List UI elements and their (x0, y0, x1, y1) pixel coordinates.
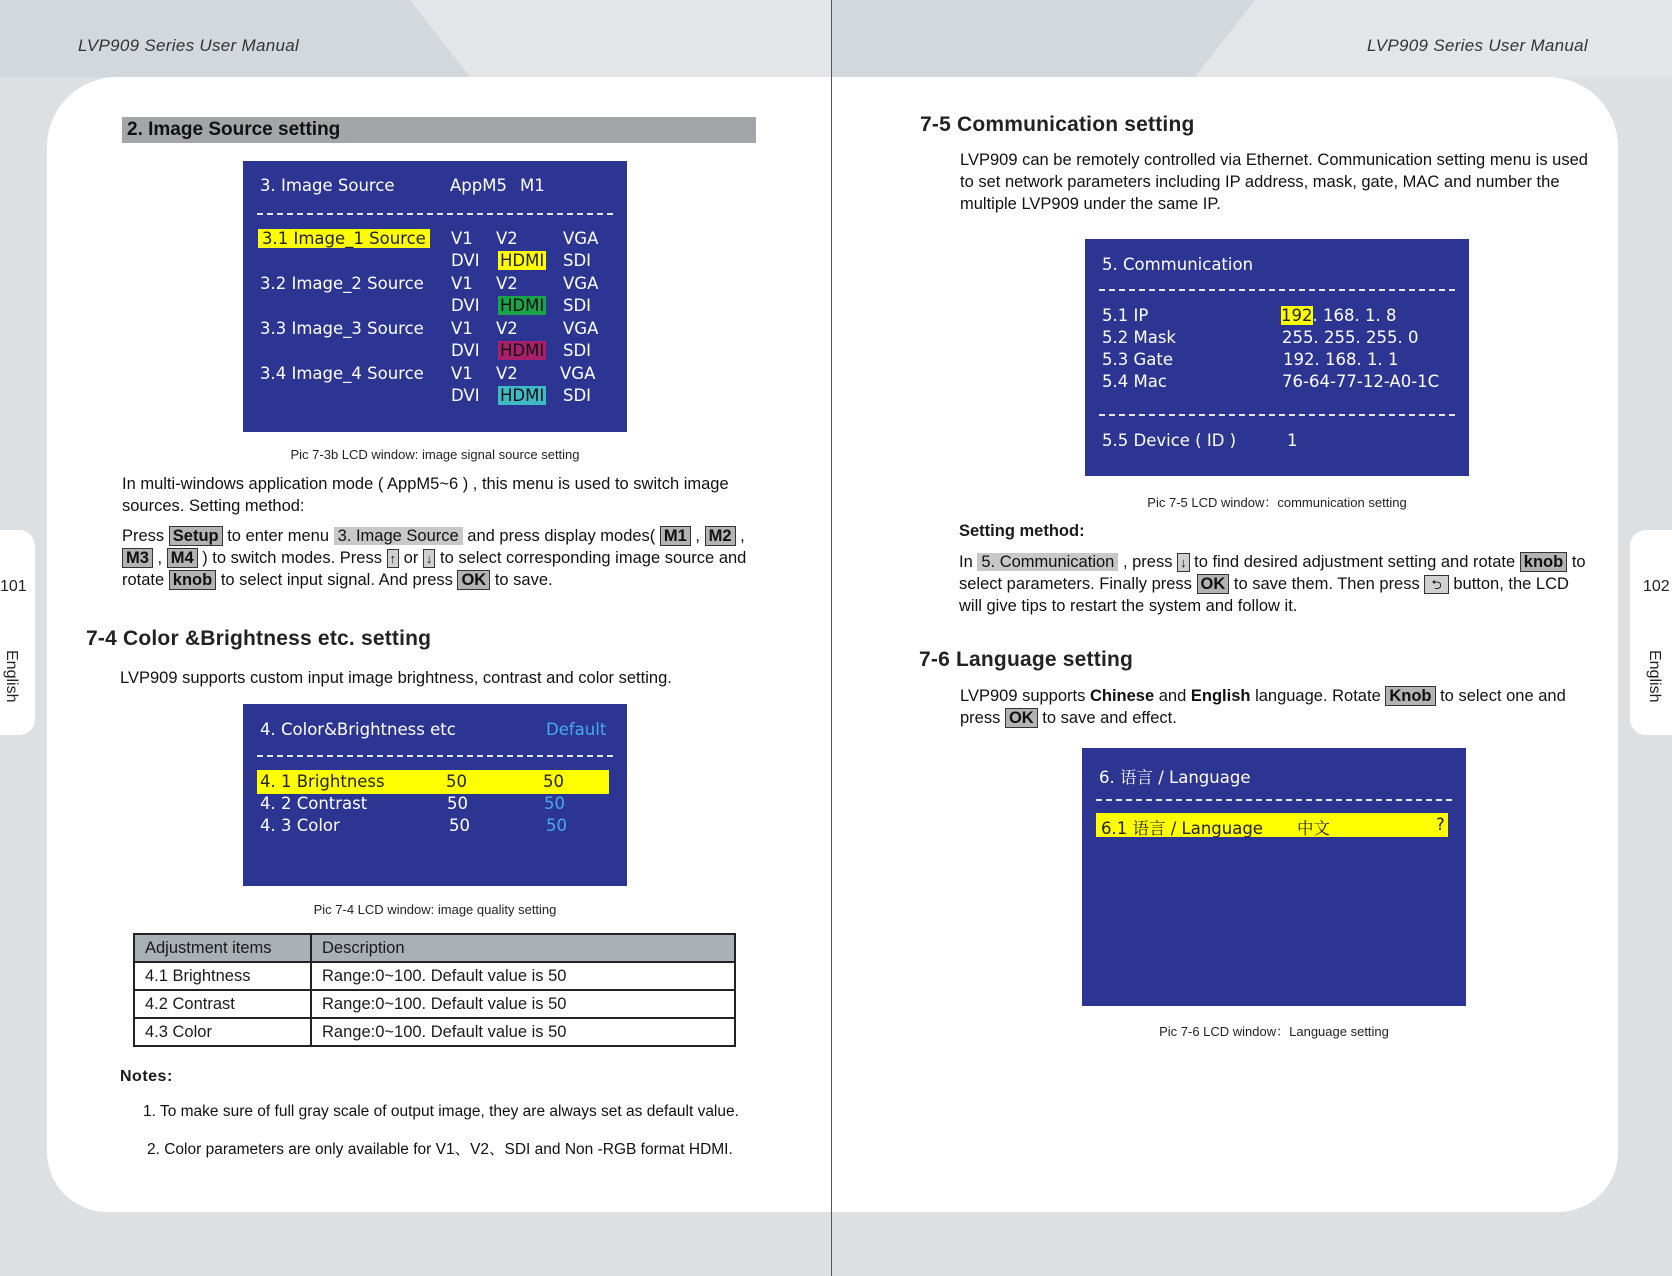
lcd-language (1082, 748, 1466, 1006)
lcd-divider (1099, 414, 1455, 416)
text: to save. (494, 571, 553, 589)
down-arrow-icon: ↓ (423, 549, 436, 568)
lcd-row-value: 50 (447, 794, 468, 813)
lcd-option: DVI (451, 251, 480, 270)
lcd-row-label: 6.1 语言 / Language (1101, 819, 1263, 838)
lcd-title: 6. 语言 / Language (1099, 768, 1251, 787)
lcd-divider (257, 755, 613, 757)
right-header-title: LVP909 Series User Manual (1366, 36, 1588, 55)
lcd-divider (257, 213, 613, 215)
table-header-cell: Adjustment items (134, 934, 311, 962)
table-header-cell: Description (311, 934, 735, 962)
lcd-row-default: 50 (543, 772, 564, 791)
communication-method (959, 551, 1592, 617)
table-header-row (134, 934, 735, 962)
note-item: 1. To make sure of full gray scale of output image, they are always set as default value. (143, 1103, 739, 1120)
color-intro: LVP909 supports custom input image brightness, contrast and color setting. (120, 669, 672, 687)
menu-image-source: 3. Image Source (334, 527, 463, 545)
lcd-title: 4. Color&Brightness etc (260, 720, 456, 739)
lcd-option: VGA (563, 319, 599, 338)
lcd-option: DVI (451, 296, 480, 315)
lcd-ip-rest: . 168. 1. 8 (1312, 306, 1397, 325)
communication-heading: 7-5 Communication setting (920, 113, 1195, 136)
table-cell: Range:0~100. Default value is 50 (311, 962, 735, 990)
text: to select corresponding image source and rotate (122, 549, 747, 589)
text: to enter menu (227, 527, 330, 545)
lcd-row-label: 4. 2 Contrast (260, 794, 368, 813)
text: to save and effect. (1042, 709, 1177, 727)
table-row (134, 1018, 735, 1046)
left-language-label: English (3, 650, 20, 703)
m2-key: M2 (705, 526, 736, 546)
lcd-option: VGA (563, 274, 599, 293)
lcd-image-source (243, 161, 627, 432)
color-caption: Pic 7-4 LCD window: image quality setting (313, 902, 557, 917)
table-cell: Range:0~100. Default value is 50 (311, 990, 735, 1018)
lcd-option: SDI (563, 341, 592, 360)
left-side-tab (0, 530, 35, 735)
lcd-row-mark: ? (1436, 815, 1445, 834)
lcd-row-value: 50 (449, 816, 470, 835)
text-chinese: Chinese (1089, 687, 1155, 705)
lcd-option: V1 (451, 364, 473, 383)
setting-method-title: Setting method: (959, 522, 1085, 540)
lcd-row-default: 50 (546, 816, 567, 835)
table-cell: 4.3 Color (134, 1018, 311, 1046)
image-source-paragraph: In multi-windows application mode ( AppM5~6 ) , this menu is used to switch image sources. Setting method: (122, 475, 729, 515)
m3-key: M3 (122, 548, 153, 568)
text: , (740, 527, 745, 545)
lcd-option: SDI (563, 296, 592, 315)
lcd-option: VGA (563, 229, 599, 248)
lcd-row-label: 3.1 Image_1 Source (258, 229, 430, 248)
knob-key: knob (169, 570, 216, 590)
lcd-row-label: 4. 3 Color (260, 816, 340, 835)
communication-intro: LVP909 can be remotely controlled via Ethernet. Communication setting menu is used to set network parameters including IP address, mask, gate, MAC and number the multiple LVP909 under the same IP. (960, 151, 1588, 213)
lcd-row-label: 5.1 IP (1102, 306, 1149, 325)
lcd-option: V2 (496, 319, 518, 338)
lcd-option: DVI (451, 341, 480, 360)
lcd-ip-selected-octet: 192 (1281, 306, 1313, 325)
lcd-title: 5. Communication (1102, 255, 1254, 274)
language-heading: 7-6 Language setting (919, 648, 1134, 671)
text: , (157, 549, 163, 567)
text: to select parameters. Finally press (959, 553, 1586, 593)
note-item: 2. Color parameters are only available for V1、V2、SDI and Non -RGB format HDMI. (147, 1141, 733, 1158)
lcd-option-selected: HDMI (500, 296, 545, 315)
table-cell: Range:0~100. Default value is 50 (311, 1018, 735, 1046)
lcd-option: VGA (560, 364, 596, 383)
lcd-row-default: 50 (544, 794, 565, 813)
text: Press (122, 527, 165, 545)
lcd-row-label: 5.2 Mask (1102, 328, 1176, 347)
lcd-row-label: 5.4 Mac (1102, 372, 1167, 391)
ok-key: OK (457, 570, 490, 590)
color-heading: 7-4 Color &Brightness etc. setting (86, 627, 432, 650)
lcd-row-label: 5.3 Gate (1102, 350, 1174, 369)
lcd-option-selected: HDMI (500, 251, 545, 270)
lcd-row-value: 255. 255. 255. 0 (1282, 328, 1419, 347)
left-page-number: 101 (0, 578, 27, 595)
lcd-option-selected: HDMI (500, 386, 545, 405)
lcd-option: SDI (563, 386, 592, 405)
text: , (695, 527, 701, 545)
lcd-row-label: 3.4 Image_4 Source (260, 364, 424, 383)
table-cell: 4.2 Contrast (134, 990, 311, 1018)
page-divider (831, 0, 832, 1276)
text: and (1158, 687, 1187, 705)
text-english: English (1190, 687, 1251, 705)
setup-key: Setup (169, 526, 223, 546)
table-row (134, 962, 735, 990)
text: LVP909 supports (960, 687, 1086, 705)
lcd-option: SDI (563, 251, 592, 270)
text: to find desired adjustment setting and rotate (1194, 553, 1516, 571)
lcd-mode: AppM5 (450, 176, 507, 195)
text: to save them. Then press (1233, 575, 1420, 593)
lcd-option: DVI (451, 386, 480, 405)
lcd-row-label: 3.2 Image_2 Source (260, 274, 424, 293)
down-arrow-icon: ↓ (1177, 553, 1190, 572)
image-source-method (122, 525, 762, 591)
lcd-color-brightness (243, 704, 627, 886)
lcd-option: V1 (451, 319, 473, 338)
lcd-option-selected: HDMI (500, 341, 545, 360)
language-caption: Pic 7-6 LCD window：Language setting (1159, 1024, 1389, 1039)
lcd-row-value: 50 (446, 772, 467, 791)
lcd-row-value (1281, 306, 1396, 325)
ok-key: OK (1005, 708, 1038, 728)
lcd-option: V2 (496, 274, 518, 293)
right-page-number: 102 (1643, 578, 1670, 595)
communication-caption: Pic 7-5 LCD window：communication setting (1147, 495, 1407, 510)
text: or (403, 549, 419, 567)
lcd-option: V1 (451, 229, 473, 248)
ok-key: OK (1197, 574, 1230, 594)
knob-key: Knob (1385, 686, 1435, 706)
lcd-row-label: 3.3 Image_3 Source (260, 319, 424, 338)
up-arrow-icon: ↑ (387, 549, 400, 568)
lcd-device-label: 5.5 Device ( ID ) (1102, 431, 1237, 450)
text: button, the LCD will give tips to restart the system and follow it. (959, 575, 1569, 615)
back-icon: ⮌ (1424, 575, 1448, 594)
notes-title: Notes: (120, 1068, 173, 1085)
lcd-communication (1085, 239, 1469, 476)
text: to select input signal. And press (220, 571, 453, 589)
lcd-divider (1096, 799, 1452, 801)
lcd-option: V2 (496, 364, 518, 383)
lcd-row-value: 中文 (1297, 819, 1330, 838)
image-source-caption: Pic 7-3b LCD window: image signal source setting (290, 447, 580, 462)
image-source-section-bar: 2. Image Source setting (122, 117, 756, 143)
lcd-row-value: 192. 168. 1. 1 (1283, 350, 1399, 369)
text: to select one and press (960, 687, 1566, 727)
lcd-option: V1 (451, 274, 473, 293)
right-side-tab (1630, 530, 1672, 735)
text: In (959, 553, 973, 571)
table-cell: 4.1 Brightness (134, 962, 311, 990)
m1-key: M1 (660, 526, 691, 546)
right-language-label: English (1646, 650, 1663, 703)
m4-key: M4 (167, 548, 198, 568)
adjustment-table (133, 933, 736, 1047)
language-paragraph (960, 685, 1590, 729)
menu-communication: 5. Communication (977, 553, 1118, 571)
knob-key: knob (1520, 552, 1567, 572)
lcd-row-value: 76-64-77-12-A0-1C (1282, 372, 1440, 391)
lcd-device-value: 1 (1287, 431, 1298, 450)
table-row (134, 990, 735, 1018)
lcd-row-label: 4. 1 Brightness (260, 772, 385, 791)
lcd-title: 3. Image Source (260, 176, 395, 195)
left-header-title: LVP909 Series User Manual (78, 36, 300, 55)
lcd-option: V2 (496, 229, 518, 248)
lcd-default-header: Default (546, 720, 607, 739)
text: and press display modes( (467, 527, 656, 545)
text: language. Rotate (1255, 687, 1381, 705)
lcd-preset: M1 (520, 176, 545, 195)
lcd-divider (1099, 289, 1455, 291)
text: , press (1122, 553, 1173, 571)
text: ) to switch modes. Press (202, 549, 382, 567)
